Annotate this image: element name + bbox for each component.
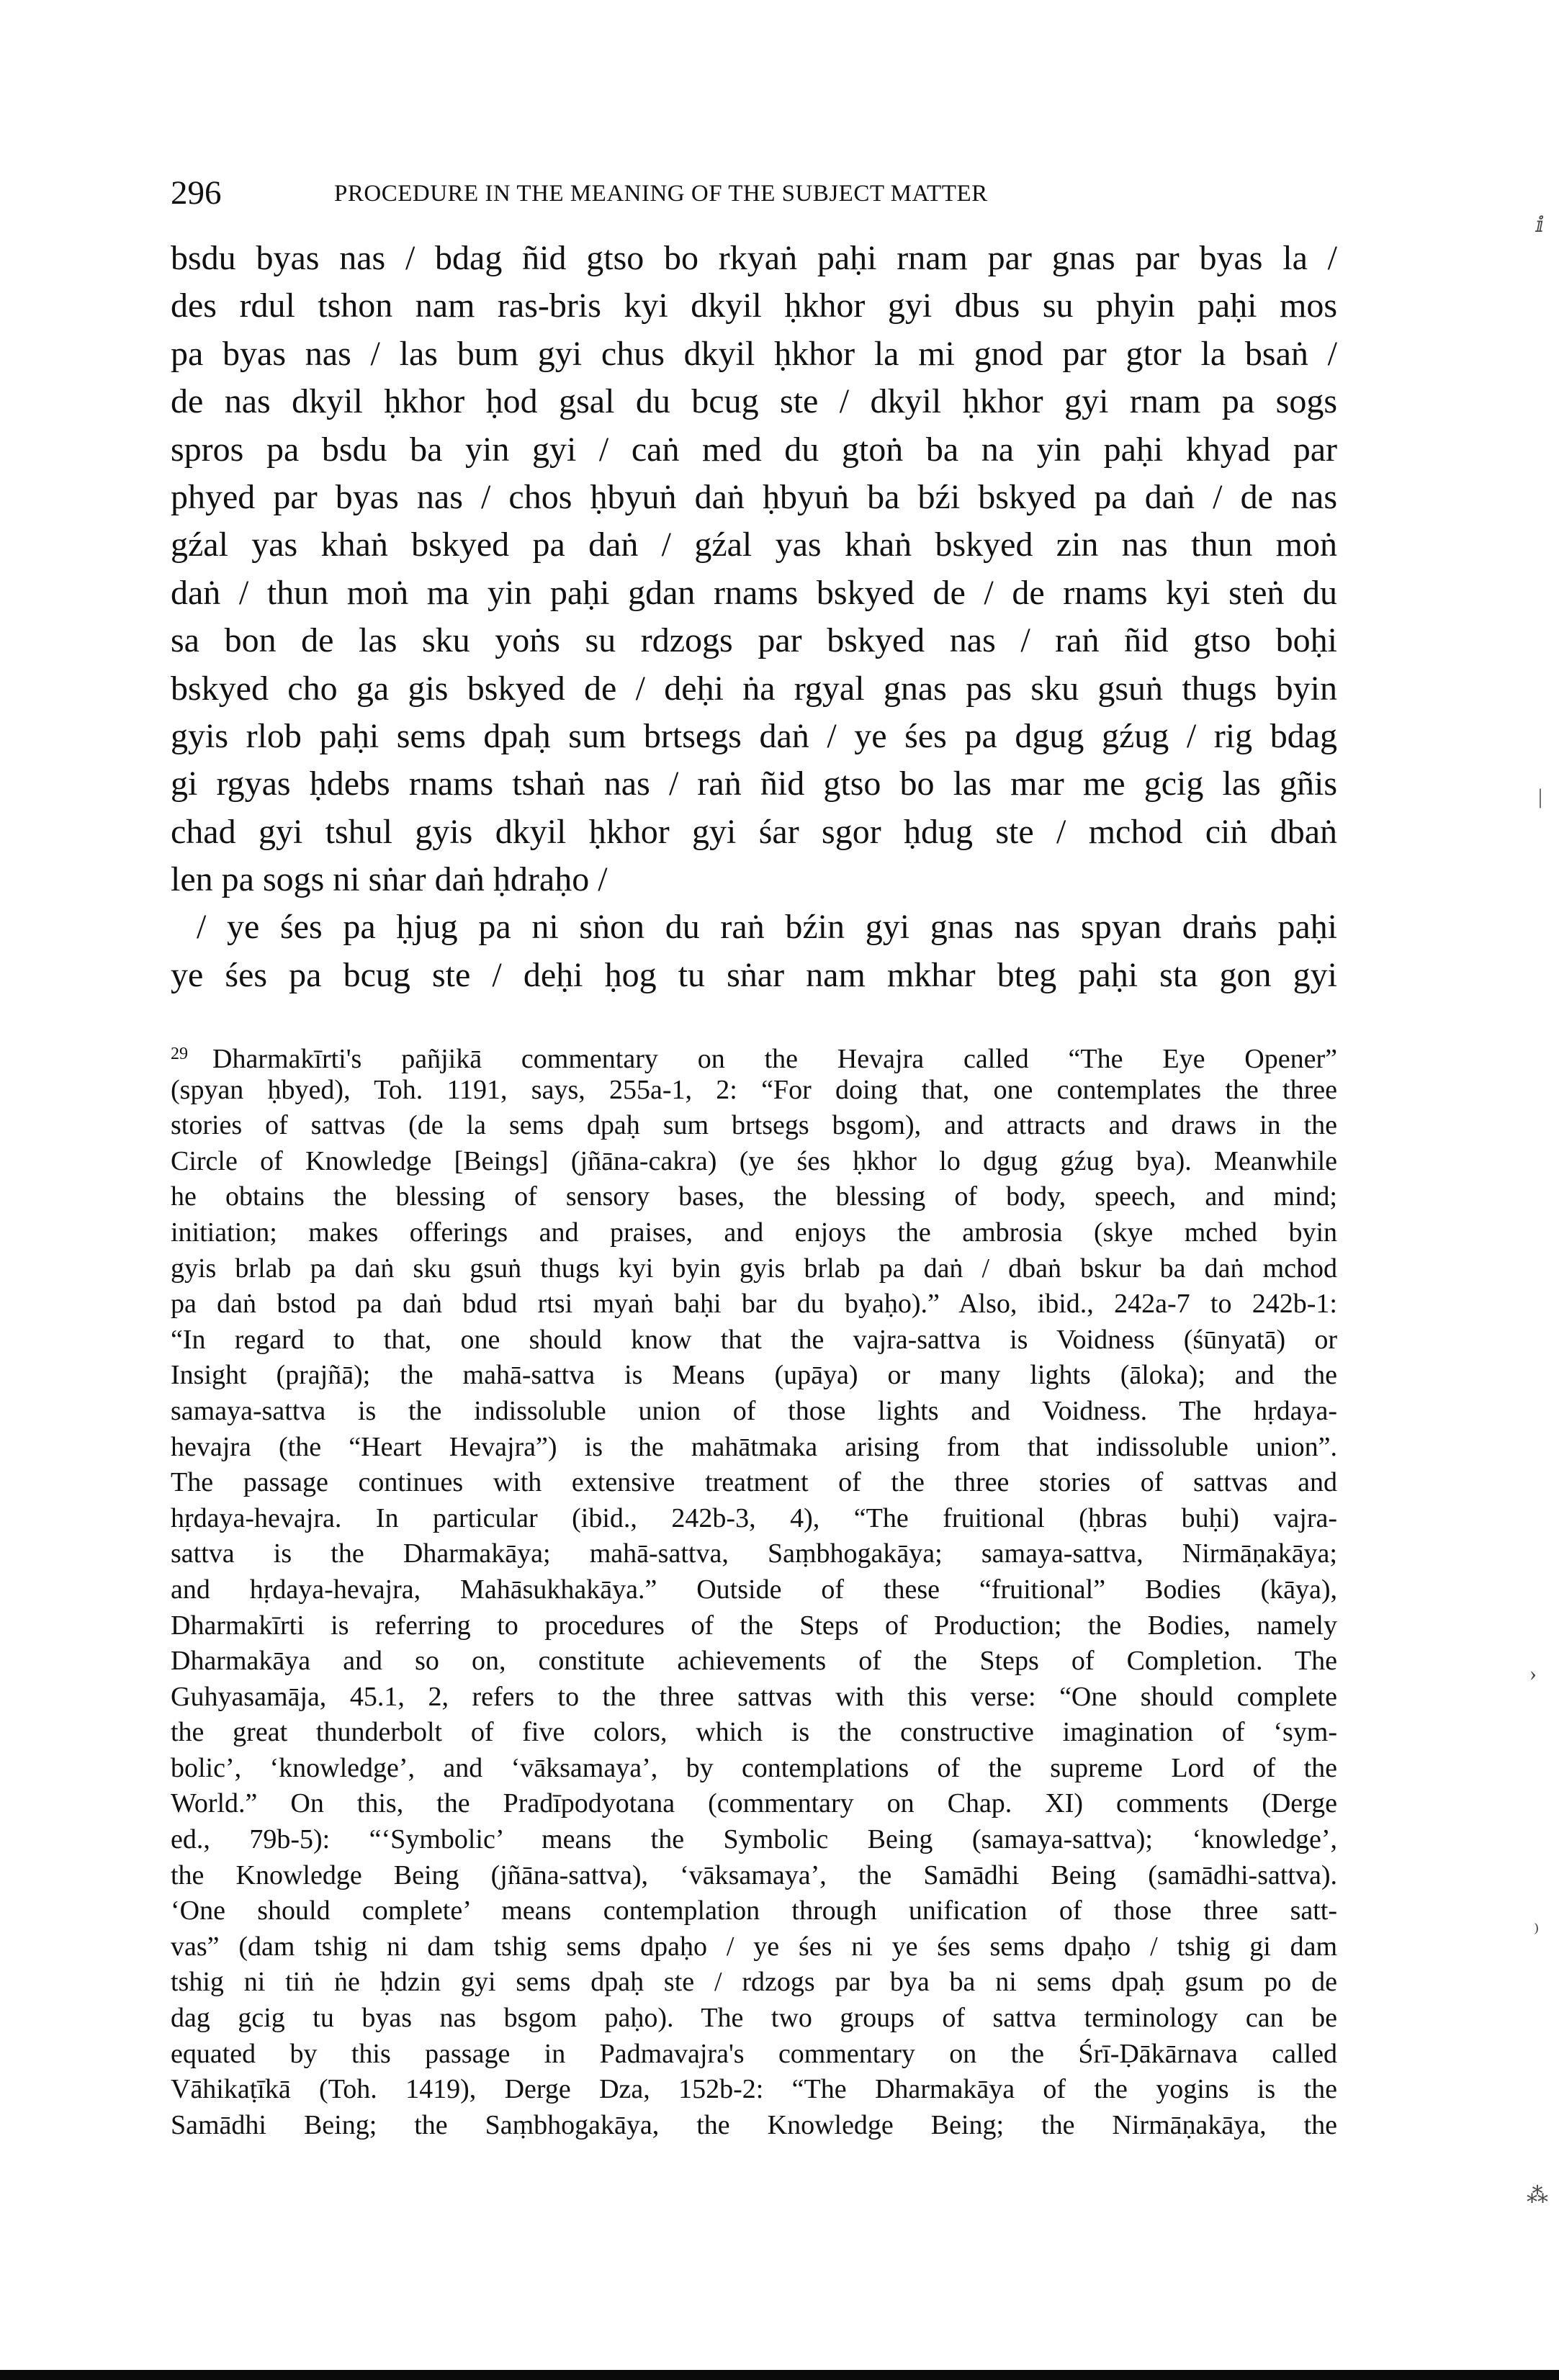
footnote-line: “In regard to that, one should know that the vajra-sattva is Voidness (śūnyatā) or: [171, 1324, 1337, 1355]
footnote-line: Insight (prajñā); the mahā-sattva is Means (upāya) or many lights (āloka); and the: [171, 1360, 1337, 1391]
footnote-line: World.” On this, the Pradīpodyotana (commentary on Chap. XI) comments (Derge: [171, 1788, 1337, 1819]
body-line: des rdul tshon nam ras-bris kyi dkyil ḥkhor gyi dbus su phyin paḥi mos: [171, 287, 1337, 325]
footnote-line: hevajra (the “Heart Hevajra”) is the mahātmaka arising from that indissoluble union”.: [171, 1431, 1337, 1462]
body-line: bsdu byas nas / bdag ñid gtso bo rkyaṅ paḥi rnam par gnas par byas la /: [171, 239, 1337, 277]
footnote-line: stories of sattvas (de la sems dpaḥ sum brtsegs bsgom), and attracts and draws in the: [171, 1110, 1337, 1141]
footnote-line: bolic’, ‘knowledge’, and ‘vāksamaya’, by contemplations of the supreme Lord of the: [171, 1752, 1337, 1783]
footnote-line: Dharmakāya and so on, constitute achievements of the Steps of Completion. The: [171, 1646, 1337, 1677]
footnote-text: Dharmakīrti's pañjikā commentary on the Hevajra called “The Eye Opener”: [212, 1044, 1337, 1074]
body-line: ye śes pa bcug ste / deḥi ḥog tu sṅar nam mkhar bteg paḥi sta gon gyi: [171, 955, 1337, 994]
footnote-line: Samādhi Being; the Saṃbhogakāya, the Knowledge Being; the Nirmāṇakāya, the: [171, 2109, 1337, 2140]
body-line: gyis rlob paḥi sems dpaḥ sum brtsegs daṅ / ye śes pa dgug gźug / rig bdag: [171, 716, 1337, 755]
footnote-line: dag gcig tu byas nas bsgom paḥo). The two groups of sattva terminology can be: [171, 2003, 1337, 2034]
footnote-line: initiation; makes offerings and praises, and enjoys the ambrosia (skye mched byin: [171, 1217, 1337, 1248]
page-header: [171, 171, 1539, 215]
footnote-line: pa daṅ bstod pa daṅ bdud rtsi myaṅ baḥi bar du byaḥo).” Also, ibid., 242a-7 to 242b-1:: [171, 1289, 1337, 1320]
body-line: pa byas nas / las bum gyi chus dkyil ḥkhor la mi gnod par gtor la bsaṅ /: [171, 334, 1337, 373]
body-line: daṅ / thun moṅ ma yin paḥi gdan rnams bskyed de / de rnams kyi steṅ du: [171, 573, 1337, 612]
margin-scan-mark: ⅈ: [1536, 213, 1545, 237]
footnote-line: gyis brlab pa daṅ sku gsuṅ thugs kyi byin gyis brlab pa daṅ / dbaṅ bskur ba daṅ mchod: [171, 1253, 1337, 1284]
footnote-number: 29: [171, 1045, 188, 1063]
body-line: de nas dkyil ḥkhor ḥod gsal du bcug ste / dkyil ḥkhor gyi rnam pa sogs: [171, 382, 1337, 421]
margin-scan-mark: |: [1538, 785, 1543, 808]
body-line: / ye śes pa ḥjug pa ni sṅon du raṅ bźin gyi gnas nas spyan draṅs paḥi: [197, 908, 1337, 947]
footnote-line: tshig ni tiṅ ṅe ḥdzin gyi sems dpaḥ ste / rdzogs par bya ba ni sems dpaḥ gsum po de: [171, 1967, 1337, 1998]
footnote-line: he obtains the blessing of sensory bases, the blessing of body, speech, and mind;: [171, 1181, 1337, 1212]
body-line: gi rgyas ḥdebs rnams tshaṅ nas / raṅ ñid gtso bo las mar me gcig las gñis: [171, 765, 1337, 803]
footnote-line: Guhyasamāja, 45.1, 2, refers to the three sattvas with this verse: “One should complete: [171, 1681, 1337, 1712]
footnote-line: ed., 79b-5): “‘Symbolic’ means the Symbolic Being (samaya-sattva); ‘knowledge’,: [171, 1824, 1337, 1855]
footnote-29: [171, 1037, 1337, 2143]
footnote-line: Dharmakīrti is referring to procedures of the Steps of Production; the Bodies, namely: [171, 1610, 1337, 1641]
footnote-line: hṛdaya-hevajra. In particular (ibid., 242b-3, 4), “The fruitional (ḥbras buḥi) vajra-: [171, 1502, 1337, 1533]
footnote-line: The passage continues with extensive treatment of the three stories of sattvas and: [171, 1467, 1337, 1498]
body-line: gźal yas khaṅ bskyed pa daṅ / gźal yas khaṅ bskyed zin nas thun moṅ: [171, 526, 1337, 564]
footnote-line: Circle of Knowledge [Beings] (jñāna-cakra) (ye śes ḥkhor lo dgug gźug bya). Meanwhile: [171, 1145, 1337, 1176]
body-line: spros pa bsdu ba yin gyi / caṅ med du gtoṅ ba na yin paḥi khyad par: [171, 430, 1337, 469]
running-head: PROCEDURE IN THE MEANING OF THE SUBJECT MATTER: [334, 181, 988, 207]
footnote-line: (spyan ḥbyed), Toh. 1191, says, 255a-1, 2: “For doing that, one contemplates the three: [171, 1074, 1337, 1105]
footnote-line: samaya-sattva is the indissoluble union of those lights and Voidness. The hṛdaya-: [171, 1395, 1337, 1426]
margin-scan-mark: ⁾: [1534, 1921, 1540, 1944]
margin-scan-mark: ⁂: [1527, 2183, 1548, 2207]
footnote-line: and hṛdaya-hevajra, Mahāsukhakāya.” Outside of these “fruitional” Bodies (kāya),: [171, 1574, 1337, 1605]
footnote-line: the great thunderbolt of five colors, which is the constructive imagination of ‘sym-: [171, 1717, 1337, 1748]
body-line: phyed par byas nas / chos ḥbyuṅ daṅ ḥbyuṅ ba bźi bskyed pa daṅ / de nas: [171, 477, 1337, 516]
body-line: len pa sogs ni sṅar daṅ ḥdraḥo /: [171, 860, 608, 899]
footnote-line: Vāhikaṭīkā (Toh. 1419), Derge Dza, 152b-2: “The Dharmakāya of the yogins is the: [171, 2074, 1337, 2105]
page-number: 296: [171, 174, 222, 212]
footnote-line: vas” (dam tshig ni dam tshig sems dpaḥo / ye śes ni ye śes sems dpaḥo / tshig gi dam: [171, 1931, 1337, 1962]
body-line: sa bon de las sku yoṅs su rdzogs par bskyed nas / raṅ ñid gtso boḥi: [171, 621, 1337, 660]
footnote-line: ‘One should complete’ means contemplation through unification of those three satt-: [171, 1896, 1337, 1926]
tibetan-body-text: [171, 235, 1337, 999]
scan-bottom-edge: [0, 2370, 1559, 2380]
footnote-line: the Knowledge Being (jñāna-sattva), ‘vāksamaya’, the Samādhi Being (samādhi-sattva).: [171, 1860, 1337, 1890]
body-line: chad gyi tshul gyis dkyil ḥkhor gyi śar sgor ḥdug ste / mchod ciṅ dbaṅ: [171, 812, 1337, 851]
footnote-line: [171, 1037, 1337, 1073]
footnote-line: equated by this passage in Padmavajra's commentary on the Śrī-Ḍākārnava called: [171, 2038, 1337, 2069]
footnote-line: sattva is the Dharmakāya; mahā-sattva, Saṃbhogakāya; samaya-sattva, Nirmāṇakāya;: [171, 1538, 1337, 1569]
margin-scan-mark: ›: [1529, 1662, 1537, 1685]
body-line: bskyed cho ga gis bskyed de / deḥi ṅa rgyal gnas pas sku gsuṅ thugs byin: [171, 669, 1337, 708]
